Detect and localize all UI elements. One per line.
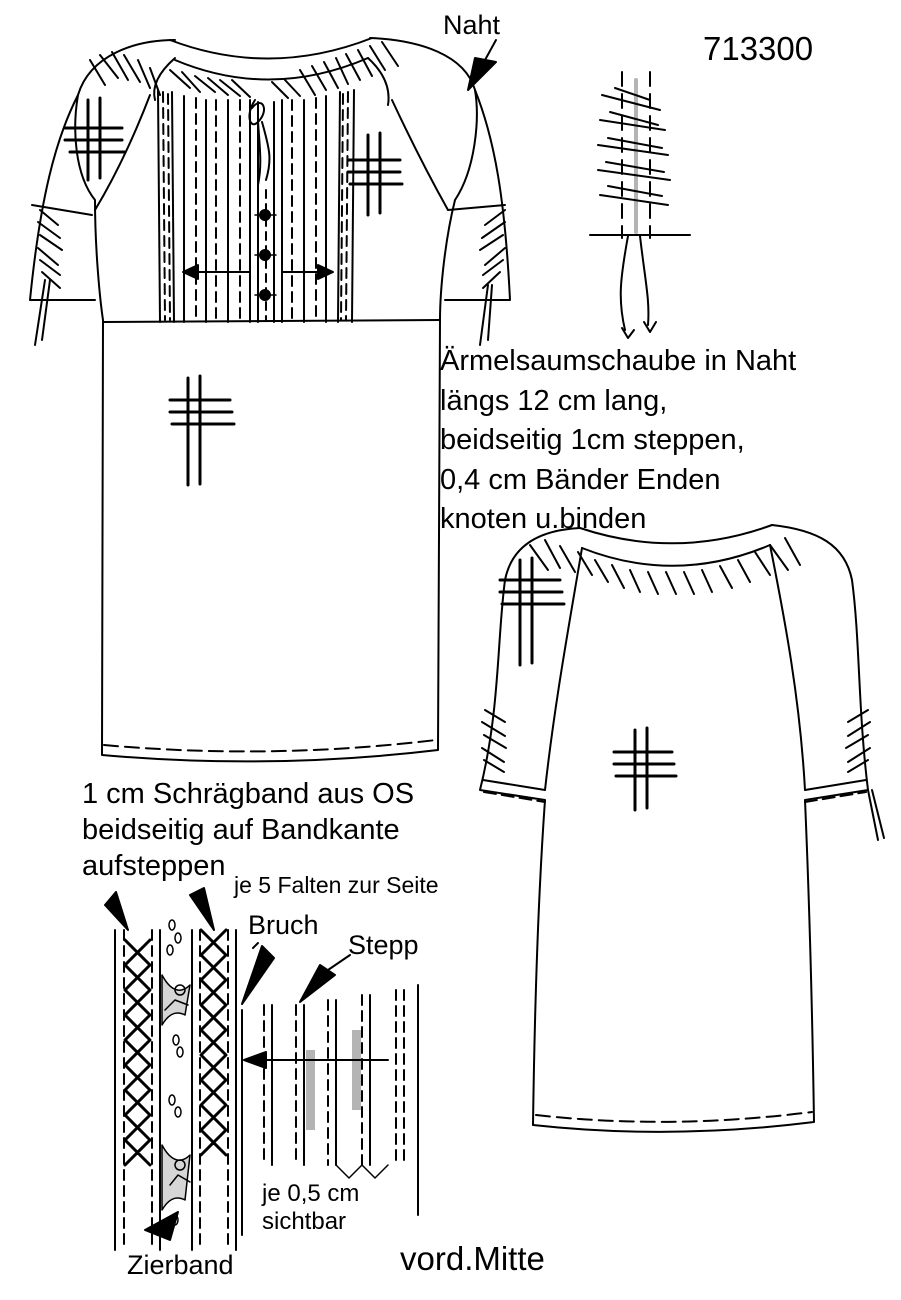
bias-note-line: 1 cm Schrägband aus OS (82, 778, 415, 810)
back-hem-stitch (536, 1112, 812, 1122)
visible-note (262, 1180, 359, 1236)
front-pintuck-bib (158, 90, 354, 322)
bias-note-line: aufsteppen (82, 850, 226, 882)
visible-note-line: je 0,5 cm (262, 1180, 360, 1207)
seam-label: Naht (443, 10, 501, 40)
visible-note-line: sichtbar (262, 1208, 347, 1235)
sleeve-note-line: längs 12 cm lang, (440, 384, 668, 417)
bias-note (82, 776, 414, 884)
sleeve-note-line: knoten u.binden (440, 503, 647, 535)
fold-label: Bruch (248, 910, 319, 940)
bias-band-cross-hatch (125, 940, 150, 1165)
back-view-dress (480, 525, 884, 1132)
front-sleeve-gathers (35, 210, 505, 345)
back-sleeve-gathers (482, 710, 884, 840)
front-view-dress (30, 38, 510, 761)
zierband-arrow (145, 1212, 178, 1240)
bias-arrow-left (105, 892, 128, 930)
back-body-outline (480, 525, 868, 1132)
sleeve-note-line: beidseitig 1cm steppen, (440, 424, 745, 456)
sleeve-detail (590, 72, 690, 338)
front-sleeve-left (30, 95, 95, 300)
pleats-note: je 5 Falten zur Seite (234, 872, 439, 898)
stitch-label: Stepp (348, 930, 419, 960)
zierband-motifs (162, 920, 190, 1225)
front-raglan-seam-right (368, 58, 389, 105)
front-body-outline (75, 38, 477, 761)
stepp-arrow (300, 965, 335, 1002)
sleeve-note-line: 0,4 cm Bänder Enden (440, 463, 721, 496)
trim-label: Zierband (127, 1250, 234, 1280)
back-raglan-seam-right (770, 545, 805, 790)
front-neck-gathers (90, 42, 398, 98)
bias-note-line: beidseitig auf Bandkante (82, 814, 400, 846)
bias-arrow-right (190, 888, 214, 930)
back-grain-symbols (500, 558, 676, 810)
model-number: 713300 (703, 30, 814, 67)
front-neckline (170, 38, 372, 59)
bruch-arrow (242, 946, 274, 1004)
sleeve-note (440, 342, 796, 540)
back-raglan-seam-left (545, 548, 582, 790)
naht-arrow (468, 58, 496, 90)
sleeve-note-line: Ärmelsaumschaube in Naht (440, 345, 797, 377)
front-hem-stitch (104, 740, 436, 751)
sleeve-tie-ends (621, 236, 649, 330)
front-waist-seam (103, 320, 440, 322)
front-center-label: vord.Mitte (400, 1240, 545, 1277)
